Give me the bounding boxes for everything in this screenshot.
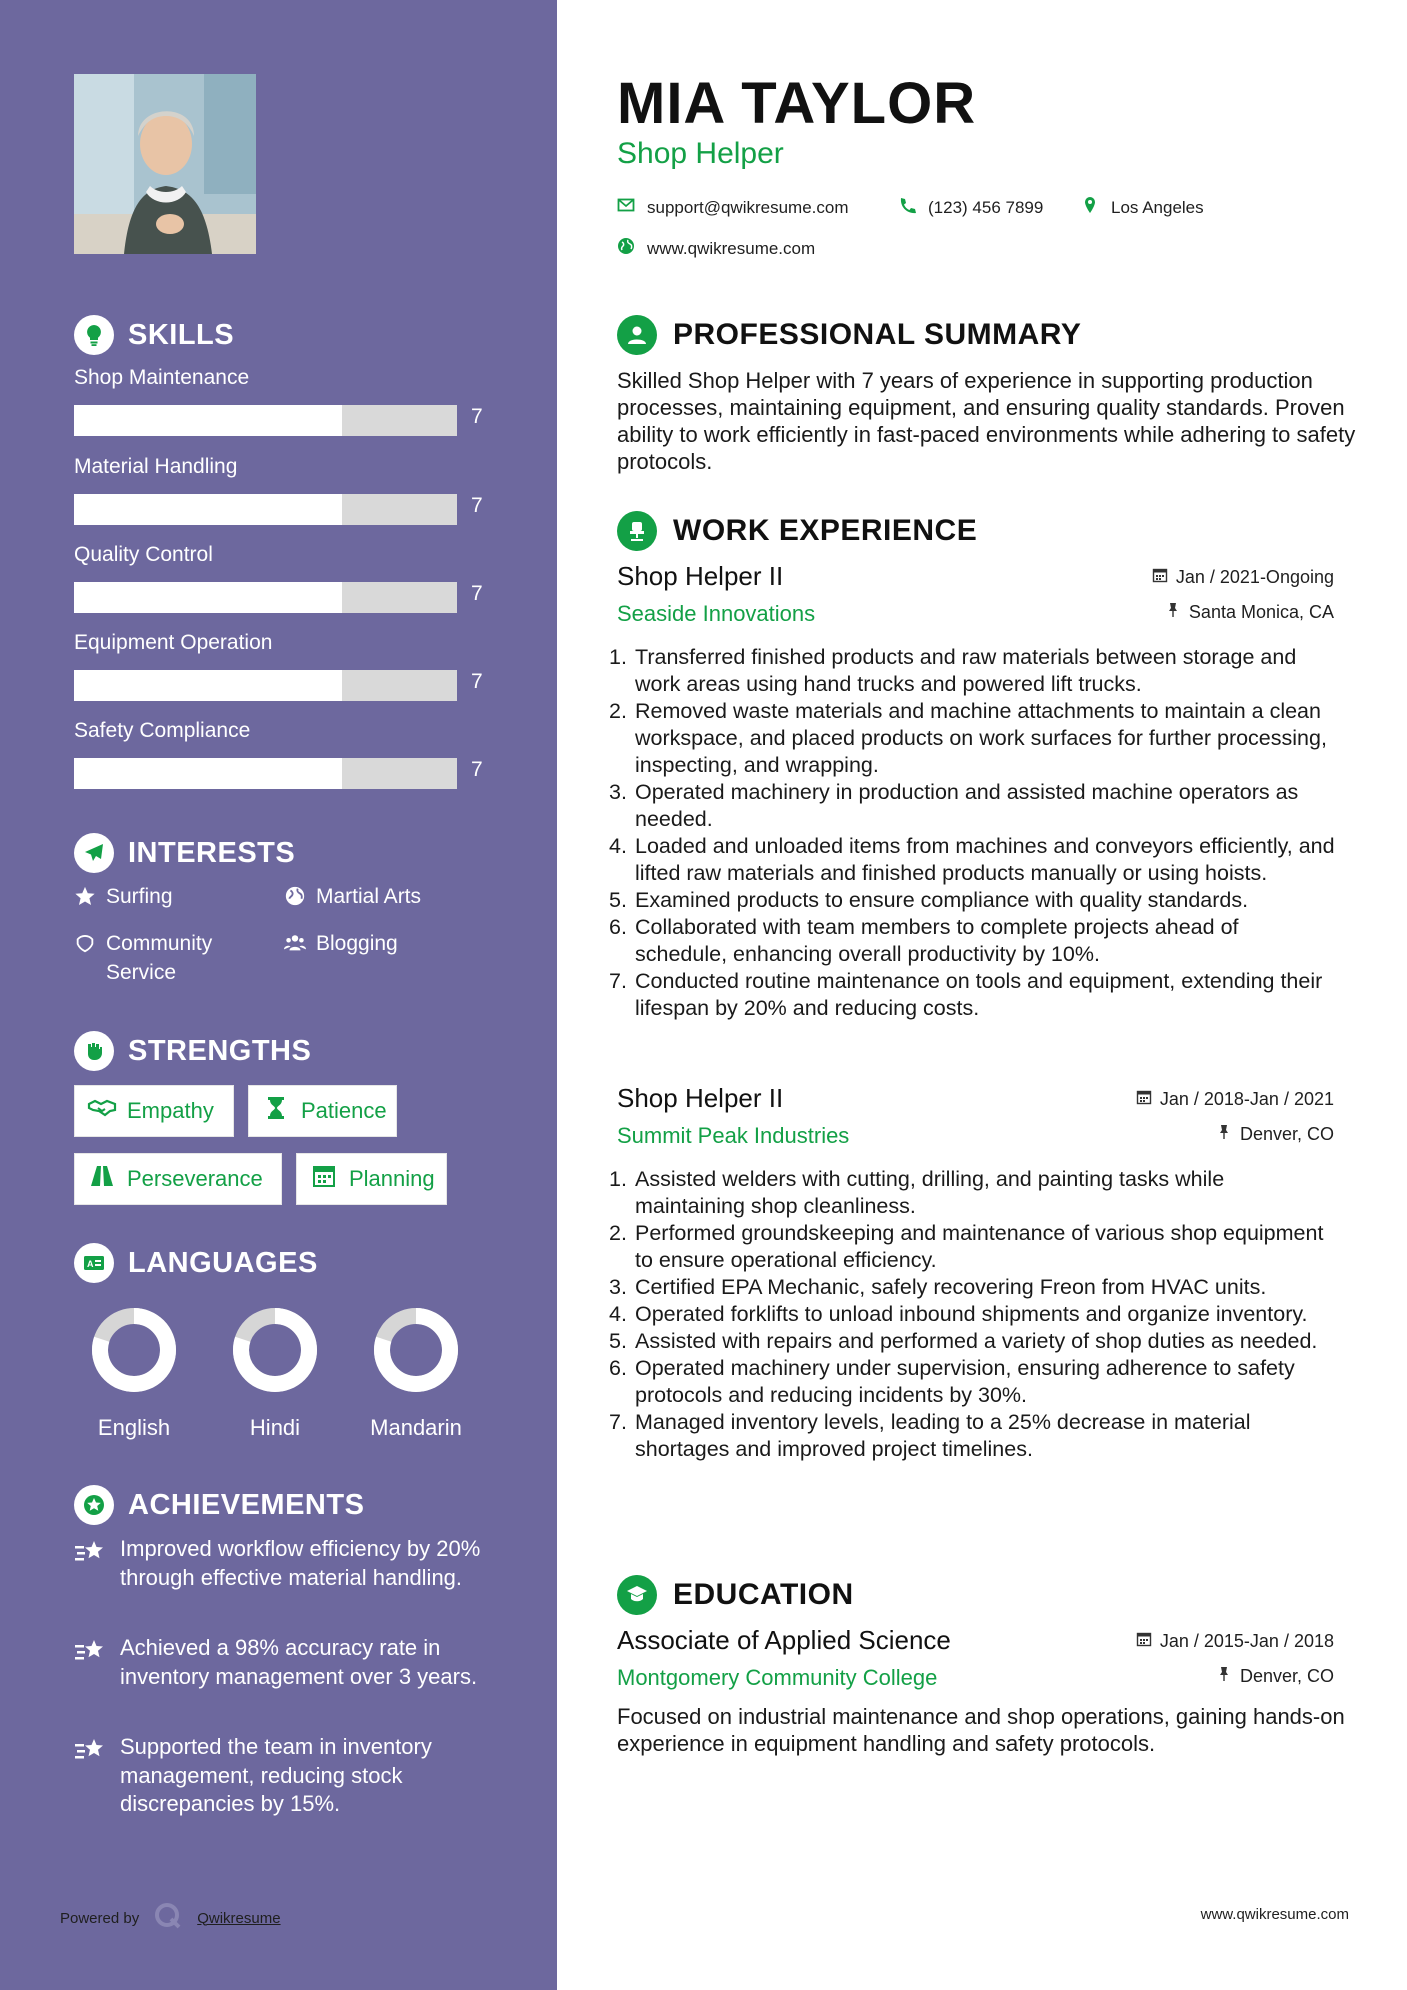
skill-name: Material Handling — [74, 455, 238, 478]
website-text[interactable]: www.qwikresume.com — [647, 238, 816, 258]
qwikresume-logo-icon — [153, 1901, 183, 1935]
language-item — [215, 1307, 335, 1441]
education-heading: EDUCATION — [673, 1578, 854, 1611]
profile-photo — [74, 74, 256, 254]
education-heading-row — [617, 1574, 854, 1616]
candidate-name: MIA TAYLOR — [617, 71, 977, 136]
skills-heading-row — [74, 314, 234, 356]
strength-badge — [248, 1085, 397, 1137]
skill-value: 7 — [471, 670, 483, 693]
language-name: Hindi — [249, 1415, 301, 1440]
list-item: Assisted with repairs and performed a variety of shop duties as needed. — [635, 1329, 1318, 1353]
road-icon — [87, 1164, 117, 1194]
list-item: Operated machinery under supervision, ensuring adherence to safety protocols and reducing incidents by 30%. — [635, 1356, 1295, 1407]
pushpin-icon — [1216, 1666, 1232, 1687]
job-dates-text: Jan / 2018-Jan / 2021 — [1159, 1089, 1334, 1109]
list-item: Collaborated with team members to complete projects ahead of schedule, enhancing overall productivity by 10%. — [635, 915, 1239, 966]
language-item — [74, 1307, 194, 1441]
education-location — [1216, 1666, 1334, 1687]
lightbulb-icon — [74, 315, 114, 355]
skill-name: Shop Maintenance — [74, 366, 250, 389]
interest-item — [284, 929, 398, 962]
job-duties-list — [635, 1166, 1335, 1463]
email-text[interactable]: support@qwikresume.com — [647, 197, 849, 217]
language-ring — [232, 1307, 318, 1393]
education-dates — [1136, 1631, 1334, 1652]
calendar-icon — [1152, 567, 1168, 588]
company-name: Seaside Innovations — [617, 601, 816, 626]
achievement-text: Achieved a 98% accuracy rate in inventory management over 3 years. — [120, 1635, 478, 1689]
job-entry — [617, 1083, 1334, 1153]
achievement-item — [74, 1733, 484, 1819]
star-badge-icon — [74, 1485, 114, 1525]
language-item — [356, 1307, 476, 1441]
language-ring — [91, 1307, 177, 1393]
skill-value: 7 — [471, 758, 483, 781]
shooting-star-icon — [74, 1634, 108, 1691]
list-item: Performed groundskeeping and maintenance of various shop equipment to ensure operational efficiency. — [635, 1221, 1324, 1272]
calendar-icon — [1136, 1089, 1152, 1110]
job-dates-text: Jan / 2021-Ongoing — [1175, 567, 1334, 587]
strength-badge — [296, 1153, 447, 1205]
company-name: Summit Peak Industries — [617, 1123, 850, 1148]
svg-text:A: A — [87, 1259, 94, 1269]
job-title: Shop Helper — [617, 137, 784, 170]
skill-value: 7 — [471, 494, 483, 517]
interests-heading-row — [74, 832, 295, 874]
skill-item — [74, 719, 504, 799]
interest-item — [74, 929, 274, 987]
skill-bar-fill — [74, 405, 342, 436]
languages-heading: LANGUAGES — [128, 1246, 318, 1279]
job-location-text: Santa Monica, CA — [1188, 602, 1334, 622]
skill-bar — [74, 758, 457, 789]
experience-heading-row — [617, 510, 977, 552]
skill-value: 7 — [471, 582, 483, 605]
list-item: Operated forklifts to unload inbound shipments and organize inventory. — [635, 1302, 1308, 1326]
job-entry — [617, 561, 1334, 631]
map-pin-icon — [1081, 196, 1099, 219]
job-title: Shop Helper II — [617, 1083, 784, 1113]
job-location-text: Denver, CO — [1239, 1124, 1334, 1144]
list-item: Managed inventory levels, leading to a 25% decrease in material shortages and improved project timelines. — [635, 1410, 1251, 1461]
phone-icon — [898, 196, 916, 219]
skill-bar — [74, 582, 457, 613]
skills-heading: SKILLS — [128, 318, 235, 351]
phone-text[interactable]: (123) 456 7899 — [928, 197, 1044, 217]
graduate-icon — [617, 1575, 657, 1615]
summary-heading: PROFESSIONAL SUMMARY — [673, 318, 1082, 351]
list-item: Assisted welders with cutting, drilling, and painting tasks while maintaining shop cleanliness. — [635, 1167, 1225, 1218]
list-item: Examined products to ensure compliance with quality standards. — [635, 888, 1249, 912]
calendar-icon — [309, 1164, 339, 1194]
achievement-item — [74, 1535, 484, 1592]
skill-item — [74, 366, 504, 446]
globe-icon — [284, 882, 306, 915]
strengths-heading: STRENGTHS — [128, 1034, 312, 1067]
interest-item — [74, 882, 173, 915]
strength-label: Perseverance — [127, 1166, 263, 1191]
interest-item — [284, 882, 421, 915]
skill-bar-fill — [74, 670, 342, 701]
language-icon — [74, 1243, 114, 1283]
summary-heading-row — [617, 314, 1081, 356]
skill-bar — [74, 494, 457, 525]
achievement-text: Supported the team in inventory management, reducing stock discrepancies by 15%. — [120, 1734, 432, 1816]
list-item: Removed waste materials and machine attachments to maintain a clean workspace, and placed products on work surfaces for further processing, inspecting, and wrapping. — [635, 699, 1327, 777]
interest-label: Blogging — [316, 932, 398, 955]
list-item: Operated machinery in production and assisted machine operators as needed. — [635, 780, 1299, 831]
list-item: Loaded and unloaded items from machines and conveyors efficiently, and lifted raw materials and finished products manually or using hoists. — [635, 834, 1335, 885]
education-dates-text: Jan / 2015-Jan / 2018 — [1159, 1631, 1334, 1651]
skill-item — [74, 543, 504, 623]
pushpin-icon — [1165, 602, 1181, 623]
interest-label: Surfing — [106, 885, 173, 908]
language-name: Mandarin — [370, 1415, 462, 1440]
summary-text: Skilled Shop Helper with 7 years of experience in supporting production processes, maintaining equipment, and ensuring quality standards. Proven ability to work efficiently in fast-paced environments while adhering to safety protocols. — [617, 368, 1356, 474]
user-icon — [617, 315, 657, 355]
fist-icon — [74, 1031, 114, 1071]
shooting-star-icon — [74, 1535, 108, 1592]
strength-label: Planning — [349, 1166, 435, 1191]
education-description: Focused on industrial maintenance and shop operations, gaining hands-on experience in equipment handling and safety protocols. — [617, 1704, 1345, 1756]
list-item: Conducted routine maintenance on tools and equipment, extending their lifespan by 20% and reducing costs. — [635, 969, 1323, 1020]
office-chair-icon — [617, 511, 657, 551]
sidebar — [0, 0, 557, 1990]
skill-name: Safety Compliance — [74, 719, 251, 742]
strengths-heading-row — [74, 1030, 311, 1072]
skill-bar — [74, 670, 457, 701]
envelope-icon — [617, 196, 635, 219]
skill-bar-fill — [74, 494, 342, 525]
achievements-heading-row — [74, 1484, 364, 1526]
skill-name: Equipment Operation — [74, 631, 273, 654]
interests-heading: INTERESTS — [128, 836, 296, 869]
globe-icon — [617, 237, 635, 260]
skill-bar-fill — [74, 582, 342, 613]
skill-item — [74, 631, 504, 711]
pushpin-icon — [1216, 1124, 1232, 1145]
skill-item — [74, 455, 504, 535]
contact-website — [617, 237, 815, 260]
skill-bar-fill — [74, 758, 342, 789]
school-name: Montgomery Community College — [617, 1665, 938, 1690]
experience-heading: WORK EXPERIENCE — [673, 514, 978, 547]
education-entry — [617, 1625, 1334, 1695]
contact-location — [1081, 196, 1204, 219]
handshake-icon — [87, 1096, 117, 1126]
powered-by — [60, 1901, 281, 1935]
language-ring — [373, 1307, 459, 1393]
hourglass-icon — [261, 1096, 291, 1126]
job-location — [1216, 1124, 1334, 1145]
job-location — [1165, 602, 1334, 623]
strength-badge — [74, 1153, 282, 1205]
job-dates — [1136, 1089, 1334, 1110]
contact-email — [617, 196, 849, 219]
job-duties-list — [635, 644, 1335, 1022]
skill-value: 7 — [471, 405, 483, 428]
skill-name: Quality Control — [74, 543, 213, 566]
skill-bar — [74, 405, 457, 436]
languages-heading-row — [74, 1242, 318, 1284]
degree-name: Associate of Applied Science — [617, 1625, 951, 1655]
location-text: Los Angeles — [1111, 197, 1204, 217]
strength-badge — [74, 1085, 234, 1137]
paper-plane-icon — [74, 833, 114, 873]
list-item: Transferred finished products and raw materials between storage and work areas using hand trucks and powered lift trucks. — [635, 645, 1297, 696]
strength-label: Patience — [301, 1098, 387, 1123]
qwikresume-link[interactable]: Qwikresume — [197, 1909, 281, 1927]
shield-icon — [74, 929, 96, 962]
shooting-star-icon — [74, 1733, 108, 1819]
job-title: Shop Helper II — [617, 561, 784, 591]
star-icon — [74, 882, 96, 915]
interest-label: Community Service — [106, 932, 213, 984]
education-location-text: Denver, CO — [1239, 1666, 1334, 1686]
footer-url[interactable]: www.qwikresume.com — [1200, 1906, 1349, 1923]
contact-phone — [898, 196, 1043, 219]
job-dates — [1152, 567, 1334, 588]
list-item: Certified EPA Mechanic, safely recovering Freon from HVAC units. — [635, 1275, 1267, 1299]
powered-by-label: Powered by — [60, 1909, 140, 1927]
strength-label: Empathy — [127, 1098, 214, 1123]
language-name: English — [97, 1415, 171, 1440]
achievement-item — [74, 1634, 484, 1691]
calendar-icon — [1136, 1631, 1152, 1652]
achievement-text: Improved workflow efficiency by 20% through effective material handling. — [120, 1536, 481, 1590]
users-icon — [284, 929, 306, 962]
achievements-heading: ACHIEVEMENTS — [128, 1488, 365, 1521]
interest-label: Martial Arts — [316, 885, 422, 908]
